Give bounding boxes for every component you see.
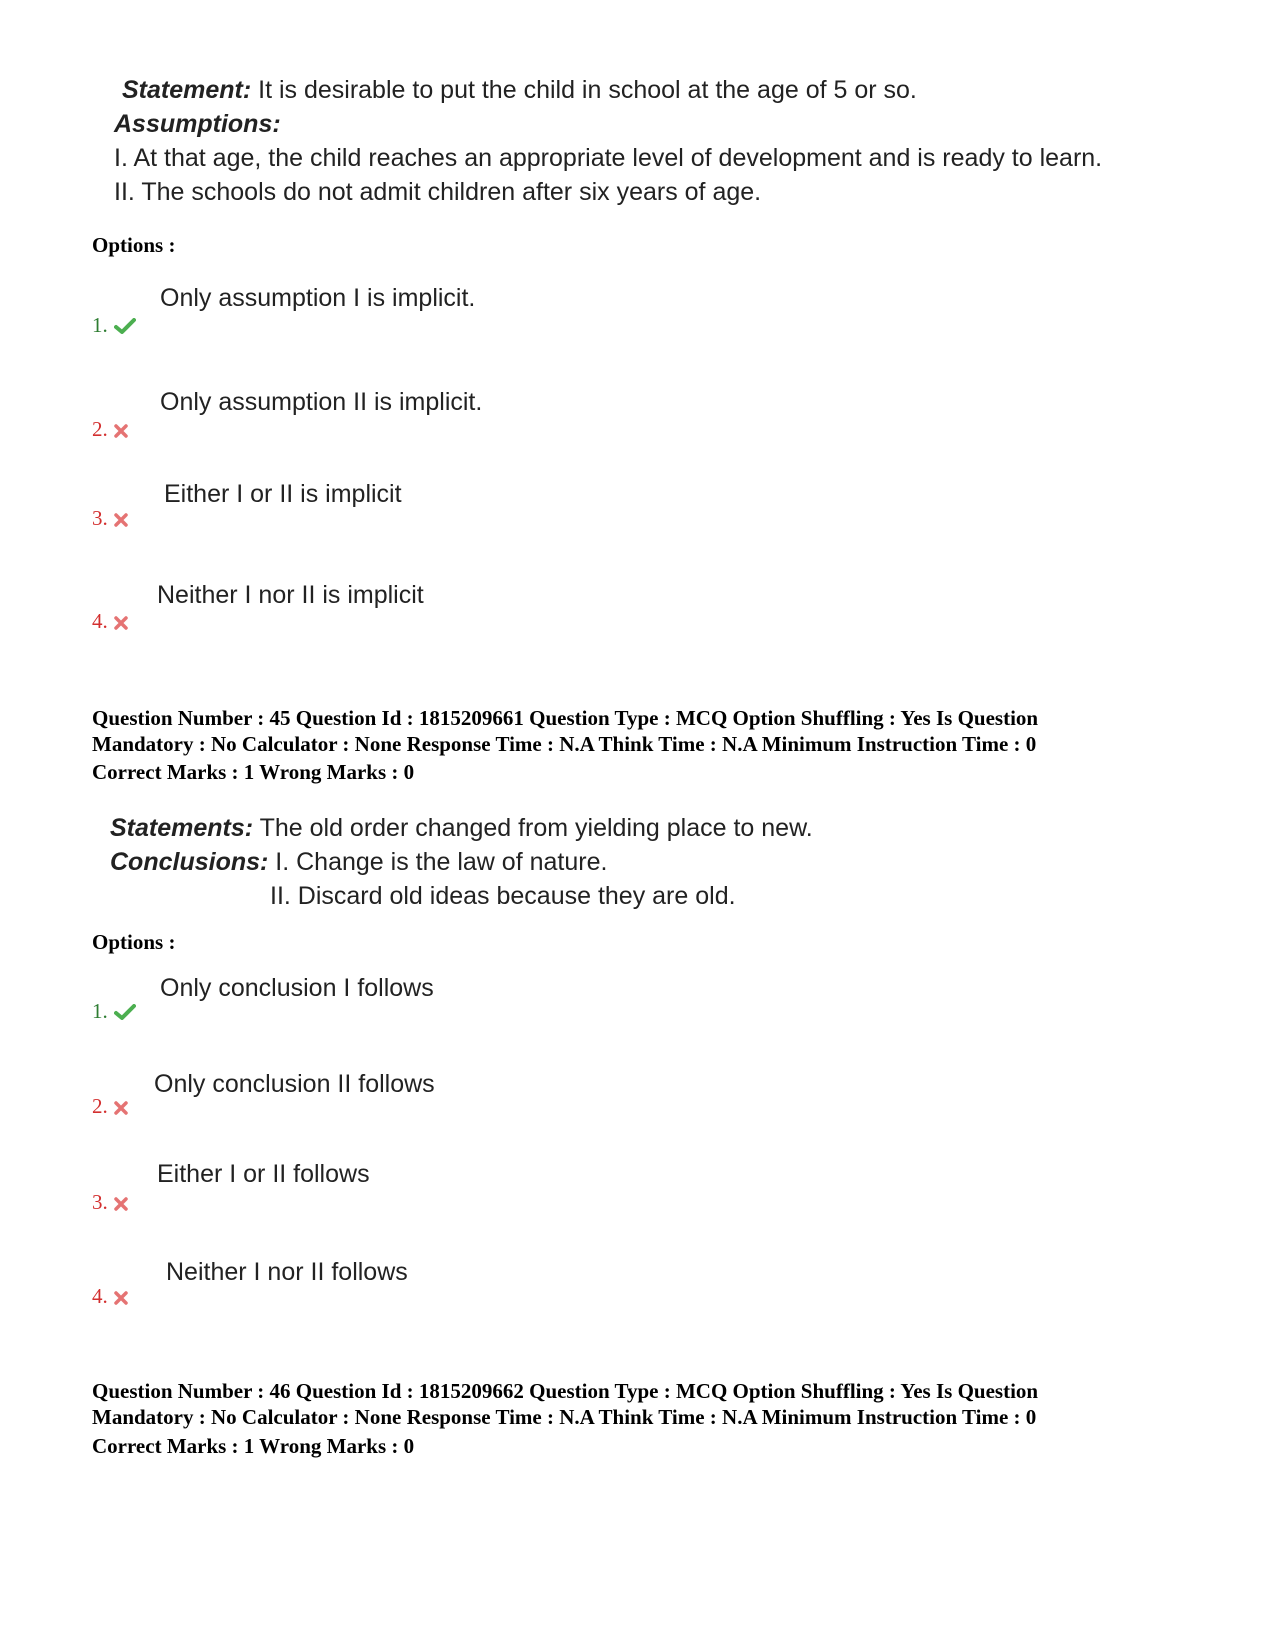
q45-option-4-text: Neither I nor II follows <box>166 1258 408 1286</box>
q44-options-label: Options : <box>92 233 176 257</box>
q45-statement <box>110 814 813 843</box>
option-number: 1. <box>92 313 108 337</box>
q45-options-label: Options : <box>92 930 176 954</box>
statement-label: Statement: <box>122 76 252 104</box>
statement-label: Statements: <box>110 814 254 842</box>
cross-icon <box>114 1192 128 1217</box>
q46-meta-line-2: Mandatory : No Calculator : None Response Time : N.A Think Time : N.A Minimum Instruction Time : 0 <box>92 1405 1037 1429</box>
option-number: 3. <box>92 1190 108 1214</box>
conclusion-1: I. Change is the law of nature. <box>268 848 608 876</box>
q45-metadata <box>92 705 1202 757</box>
q46-metadata <box>92 1378 1202 1430</box>
q45-meta-line-2: Mandatory : No Calculator : None Response Time : N.A Think Time : N.A Minimum Instruction Time : 0 <box>92 732 1037 756</box>
q45-option-4-number <box>92 1284 128 1311</box>
q44-assumption-2: II. The schools do not admit children after six years of age. <box>114 178 762 206</box>
q45-option-2-number <box>92 1094 128 1121</box>
q45-option-1-text: Only conclusion I follows <box>160 974 434 1002</box>
q46-meta-line-1: Question Number : 46 Question Id : 1815209662 Question Type : MCQ Option Shuffling : Yes Is Question <box>92 1379 1039 1403</box>
q45-marks: Correct Marks : 1 Wrong Marks : 0 <box>92 760 415 784</box>
q46-marks: Correct Marks : 1 Wrong Marks : 0 <box>92 1434 415 1458</box>
q44-assumption-1: I. At that age, the child reaches an appropriate level of development and is ready to learn. <box>114 144 1103 172</box>
conclusions-label: Conclusions: <box>110 848 269 876</box>
q45-meta-line-1: Question Number : 45 Question Id : 1815209661 Question Type : MCQ Option Shuffling : Yes Is Question <box>92 706 1039 730</box>
q45-option-2-text: Only conclusion II follows <box>154 1070 435 1098</box>
q44-assumptions-label <box>114 110 281 139</box>
q44-option-4-text: Neither I nor II is implicit <box>157 581 424 609</box>
q44-option-2-text: Only assumption II is implicit. <box>160 388 483 416</box>
q45-conclusions <box>110 848 607 877</box>
statement-text: It is desirable to put the child in school at the age of 5 or so. <box>251 76 917 104</box>
q45-conclusion-2: II. Discard old ideas because they are old. <box>270 882 736 910</box>
option-number: 1. <box>92 999 108 1023</box>
q45-option-1-number <box>92 999 136 1026</box>
q44-option-2-number <box>92 417 128 444</box>
q44-statement <box>122 76 917 105</box>
cross-icon <box>114 419 128 444</box>
cross-icon <box>114 1096 128 1121</box>
option-number: 2. <box>92 1094 108 1118</box>
q44-option-1-number <box>92 313 136 340</box>
q44-option-3-text: Either I or II is implicit <box>164 480 402 508</box>
q45-option-3-number <box>92 1190 128 1217</box>
cross-icon <box>114 1286 128 1311</box>
q44-option-4-number <box>92 609 128 636</box>
option-number: 4. <box>92 1284 108 1308</box>
cross-icon <box>114 508 128 533</box>
q45-option-3-text: Either I or II follows <box>157 1160 370 1188</box>
q44-option-1-text: Only assumption I is implicit. <box>160 284 476 312</box>
statement-text: The old order changed from yielding place to new. <box>253 814 813 842</box>
check-icon <box>114 1001 136 1026</box>
check-icon <box>114 315 136 340</box>
option-number: 4. <box>92 609 108 633</box>
option-number: 2. <box>92 417 108 441</box>
q44-option-3-number <box>92 506 128 533</box>
assumptions-label: Assumptions: <box>114 110 281 138</box>
cross-icon <box>114 611 128 636</box>
option-number: 3. <box>92 506 108 530</box>
